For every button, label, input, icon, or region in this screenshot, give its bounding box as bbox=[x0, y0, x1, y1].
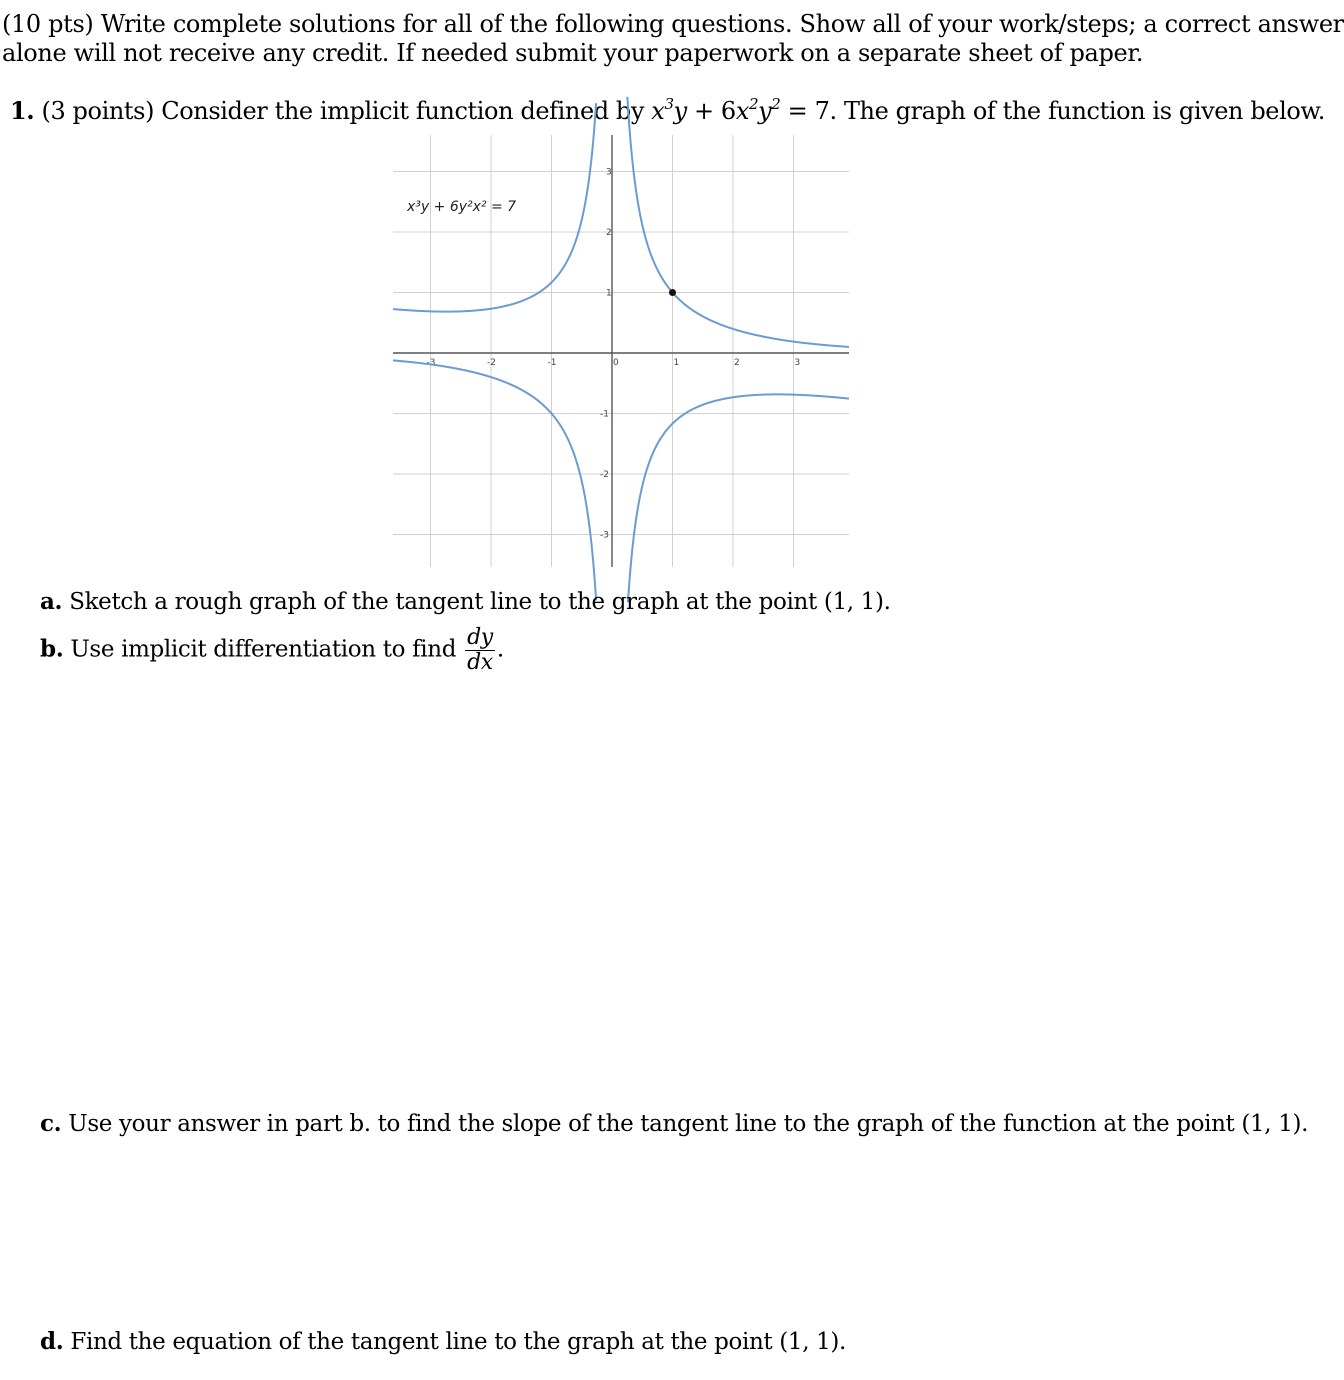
part-c-text: Use your answer in part b. to find the slope of the tangent line to the graph of the function at the point (1, 1). bbox=[68, 1111, 1309, 1137]
x-tick-label: 0 bbox=[613, 358, 619, 368]
equation: $x^3y$ bbox=[651, 95, 687, 125]
part-b-label: b. bbox=[40, 635, 64, 663]
part-c-label: c. bbox=[40, 1110, 62, 1137]
curve-lower-left bbox=[393, 360, 596, 600]
part-d-label: d. bbox=[40, 1328, 64, 1355]
instructions bbox=[2, 10, 1344, 68]
y-tick-label: 2 bbox=[606, 228, 612, 238]
question-text-after: The graph of the function is given below. bbox=[843, 97, 1325, 125]
question-number: 1. bbox=[10, 96, 35, 125]
tick-labels bbox=[427, 168, 801, 541]
y-tick-label: 1 bbox=[606, 288, 612, 299]
y-tick-label: -1 bbox=[600, 409, 609, 420]
y-tick-label: -3 bbox=[600, 530, 609, 541]
implicit-function-graph bbox=[393, 135, 849, 571]
part-a-text: Sketch a rough graph of the tangent line to the graph at the point (1, 1). bbox=[69, 589, 891, 615]
y-tick-label: -2 bbox=[600, 470, 609, 480]
part-d-text: Find the equation of the tangent line to the graph at the point (1, 1). bbox=[70, 1329, 846, 1355]
part-a-label: a. bbox=[40, 588, 63, 615]
part-b-text: Use implicit differentiation to find bbox=[70, 636, 457, 663]
question-text-before: (3 points) Consider the implicit function defined by bbox=[41, 97, 645, 125]
graph-svg bbox=[393, 135, 849, 567]
marked-point bbox=[669, 289, 676, 296]
part-c bbox=[40, 1110, 1308, 1137]
x-tick-label: -3 bbox=[426, 358, 436, 368]
y-tick-label: 3 bbox=[606, 167, 612, 178]
instructions-line-2: alone will not receive any credit. If needed submit your paperwork on a separate sheet of paper. bbox=[2, 39, 1144, 67]
part-b: b. Use implicit differentiation to find $\frac{dy}{dx}$ . bbox=[40, 625, 504, 675]
x-tick-label: 2 bbox=[734, 358, 740, 368]
equation-plus: + 6 bbox=[686, 97, 736, 125]
curve-branches bbox=[393, 97, 849, 602]
x-tick-label: 3 bbox=[794, 358, 801, 368]
equation-equals: = 7. bbox=[780, 97, 837, 125]
x-tick-label: 1 bbox=[673, 358, 680, 368]
question-1: 1. (3 points) Consider the implicit function defined by $x^3y + 6x^2y^2 = 7$. The graph of the function is given below. bbox=[10, 95, 1325, 125]
dy-dx-fraction: $\frac{dy}{dx}$ bbox=[467, 625, 493, 675]
graph-equation-label: x³y + 6y²x² = 7 bbox=[407, 199, 517, 215]
curve-upper-right bbox=[627, 97, 849, 347]
part-a bbox=[40, 588, 891, 615]
part-d bbox=[40, 1328, 846, 1355]
instructions-line-1: (10 pts) Write complete solutions for all of the following questions. Show all of your work/steps; a correct answer bbox=[2, 10, 1344, 38]
x-tick-label: -1 bbox=[547, 358, 557, 368]
x-tick-label: -2 bbox=[487, 358, 496, 368]
curve-lower-right bbox=[628, 394, 849, 602]
